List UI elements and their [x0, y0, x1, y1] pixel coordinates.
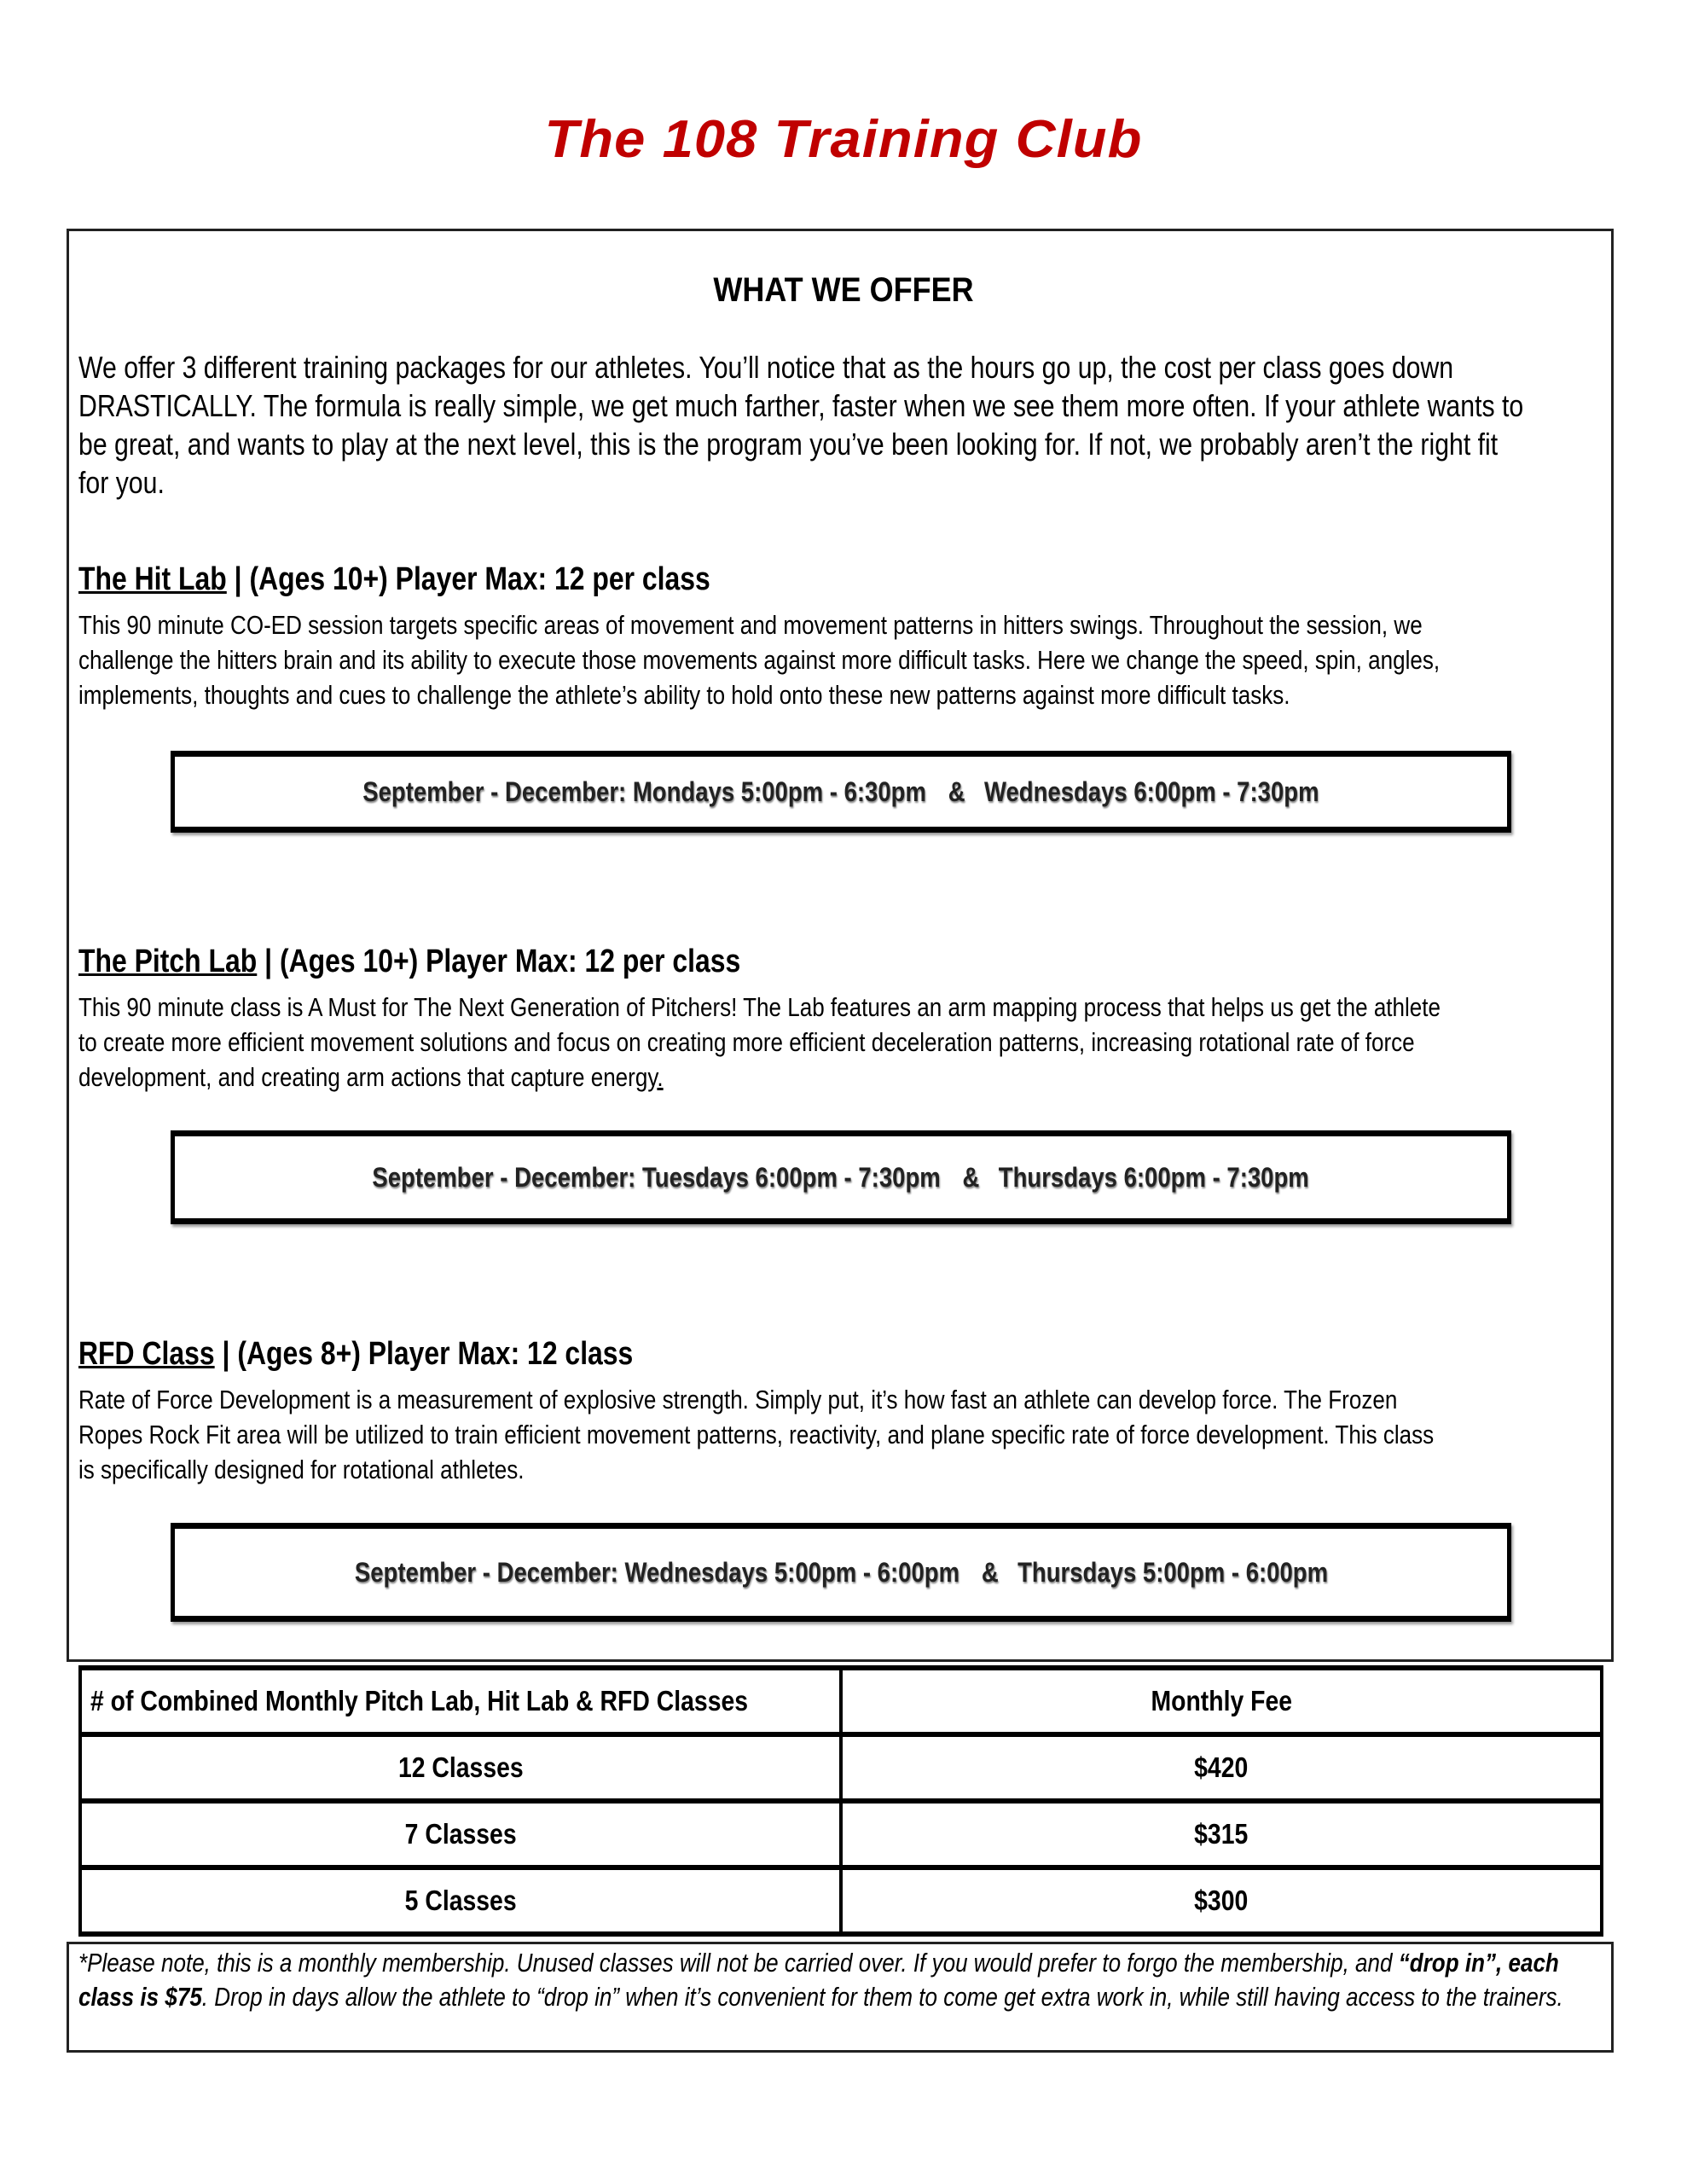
pitch-lab-schedule-box: [171, 1130, 1511, 1224]
rfd-class-schedule-box: [171, 1523, 1511, 1622]
note-text-1: *Please note, this is a monthly membership. Unused classes will not be carried over. If you would prefer to forgo the membership, and: [78, 1948, 1399, 1978]
page-title: The 108 Training Club: [544, 110, 1143, 169]
row-fee: [841, 1867, 1602, 1934]
hit-lab-schedule-day2: Wednesdays 6:00pm - 7:30pm: [984, 775, 1319, 807]
pitch-lab-schedule: [373, 1162, 1309, 1194]
rfd-class-details: | (Ages 8+) Player Max: 12 class: [214, 1336, 634, 1372]
row-classes-text: 7 Classes: [404, 1818, 517, 1850]
row-classes-text: 12 Classes: [397, 1751, 524, 1783]
pitch-lab-name: The Pitch Lab: [78, 944, 258, 979]
rfd-class-schedule-amp: &: [981, 1556, 999, 1588]
table-row: [80, 1734, 1602, 1801]
rfd-class-description-text: Rate of Force Development is a measurement of explosive strength. Simply put, it’s how fast an athlete can develop force. The Frozen Ropes Rock Fit area will be utilized to train efficient movement patterns, reactivity, and plane specific rate of force development. This class is specifically designed for rotational athletes.: [78, 1385, 1435, 1484]
pricing-table: [78, 1665, 1603, 1937]
intro-paragraph: We offer 3 different training packages for our athletes. You’ll notice that as the hours go up, the cost per class goes down DRASTICALLY. The formula is really simple, we get much farther, faster when we see them more often. If your athlete wants to be great, and wants to play at the next level, this is the program you’ve been looking for. If not, we probably aren’t the right fit for you.: [78, 350, 1524, 500]
table-header-row: [80, 1668, 1602, 1734]
row-fee: [841, 1734, 1602, 1801]
hit-lab-schedule-day1: September - December: Mondays 5:00pm - 6:30pm: [362, 775, 927, 807]
hit-lab-description-text: This 90 minute CO-ED session targets specific areas of movement and movement patterns in hitters swings. Throughout the session, we challenge the hitters brain and its ability to execute those movements against more difficult tasks. Here we change the speed, spin, angles, implements, thoughts and cues to challenge the athlete’s ability to hold onto these new patterns against more difficult tasks.: [78, 610, 1441, 710]
row-classes: [80, 1734, 841, 1801]
table-row: [80, 1867, 1602, 1934]
rfd-class-description: [78, 1382, 1612, 1487]
pitch-lab-description-end: .: [657, 1062, 664, 1092]
hit-lab-description: [78, 607, 1612, 712]
header-classes-text: # of Combined Monthly Pitch Lab, Hit Lab & RFD Classes: [90, 1685, 749, 1716]
pitch-lab-description-text: This 90 minute class is A Must for The Next Generation of Pitchers! The Lab features an arm mapping process that helps us get the athlete to create more efficient movement solutions and focus on creating more efficient deceleration patterns, increasing rotational rate of force development, and creating arm actions that capture energy: [78, 992, 1441, 1092]
pitch-lab-description: [78, 990, 1612, 1095]
row-fee: [841, 1801, 1602, 1867]
pitch-lab-schedule-day2: Thursdays 6:00pm - 7:30pm: [999, 1161, 1310, 1193]
pitch-lab-title: [78, 944, 740, 980]
header-fee-text: Monthly Fee: [1151, 1685, 1292, 1716]
row-classes-text: 5 Classes: [404, 1885, 517, 1916]
row-classes: [80, 1801, 841, 1867]
row-fee-text: $315: [1194, 1818, 1249, 1850]
table-row: [80, 1801, 1602, 1867]
rfd-class-schedule: [354, 1557, 1327, 1589]
row-fee-text: $420: [1194, 1751, 1249, 1783]
header-fee: [841, 1668, 1602, 1734]
header-classes: [80, 1668, 841, 1734]
hit-lab-details: | (Ages 10+) Player Max: 12 per class: [226, 561, 710, 597]
rfd-class-schedule-day1: September - December: Wednesdays 5:00pm - 6:00pm: [354, 1556, 959, 1588]
row-classes: [80, 1867, 841, 1934]
rfd-class-name: RFD Class: [78, 1336, 215, 1372]
note-text-2: . Drop in days allow the athlete to “drop in” when it’s convenient for them to come get extra work in, while still having access to the trainers.: [201, 1982, 1563, 2012]
hit-lab-name: The Hit Lab: [78, 561, 227, 597]
pitch-lab-schedule-day1: September - December: Tuesdays 6:00pm - 7:30pm: [372, 1161, 942, 1193]
hit-lab-schedule-amp: &: [948, 775, 965, 807]
row-fee-text: $300: [1194, 1885, 1249, 1916]
note-drop-in-price: “drop in”, each class is $75: [78, 1948, 1559, 2012]
hit-lab-title: [78, 561, 710, 598]
section-heading: WHAT WE OFFER: [713, 271, 974, 309]
hit-lab-schedule-box: [171, 751, 1511, 833]
pitch-lab-schedule-amp: &: [962, 1161, 980, 1193]
membership-note: [78, 1946, 1612, 2014]
rfd-class-schedule-day2: Thursdays 5:00pm - 6:00pm: [1017, 1556, 1328, 1588]
pitch-lab-details: | (Ages 10+) Player Max: 12 per class: [257, 944, 741, 979]
hit-lab-schedule: [362, 776, 1319, 808]
rfd-class-title: [78, 1336, 633, 1373]
